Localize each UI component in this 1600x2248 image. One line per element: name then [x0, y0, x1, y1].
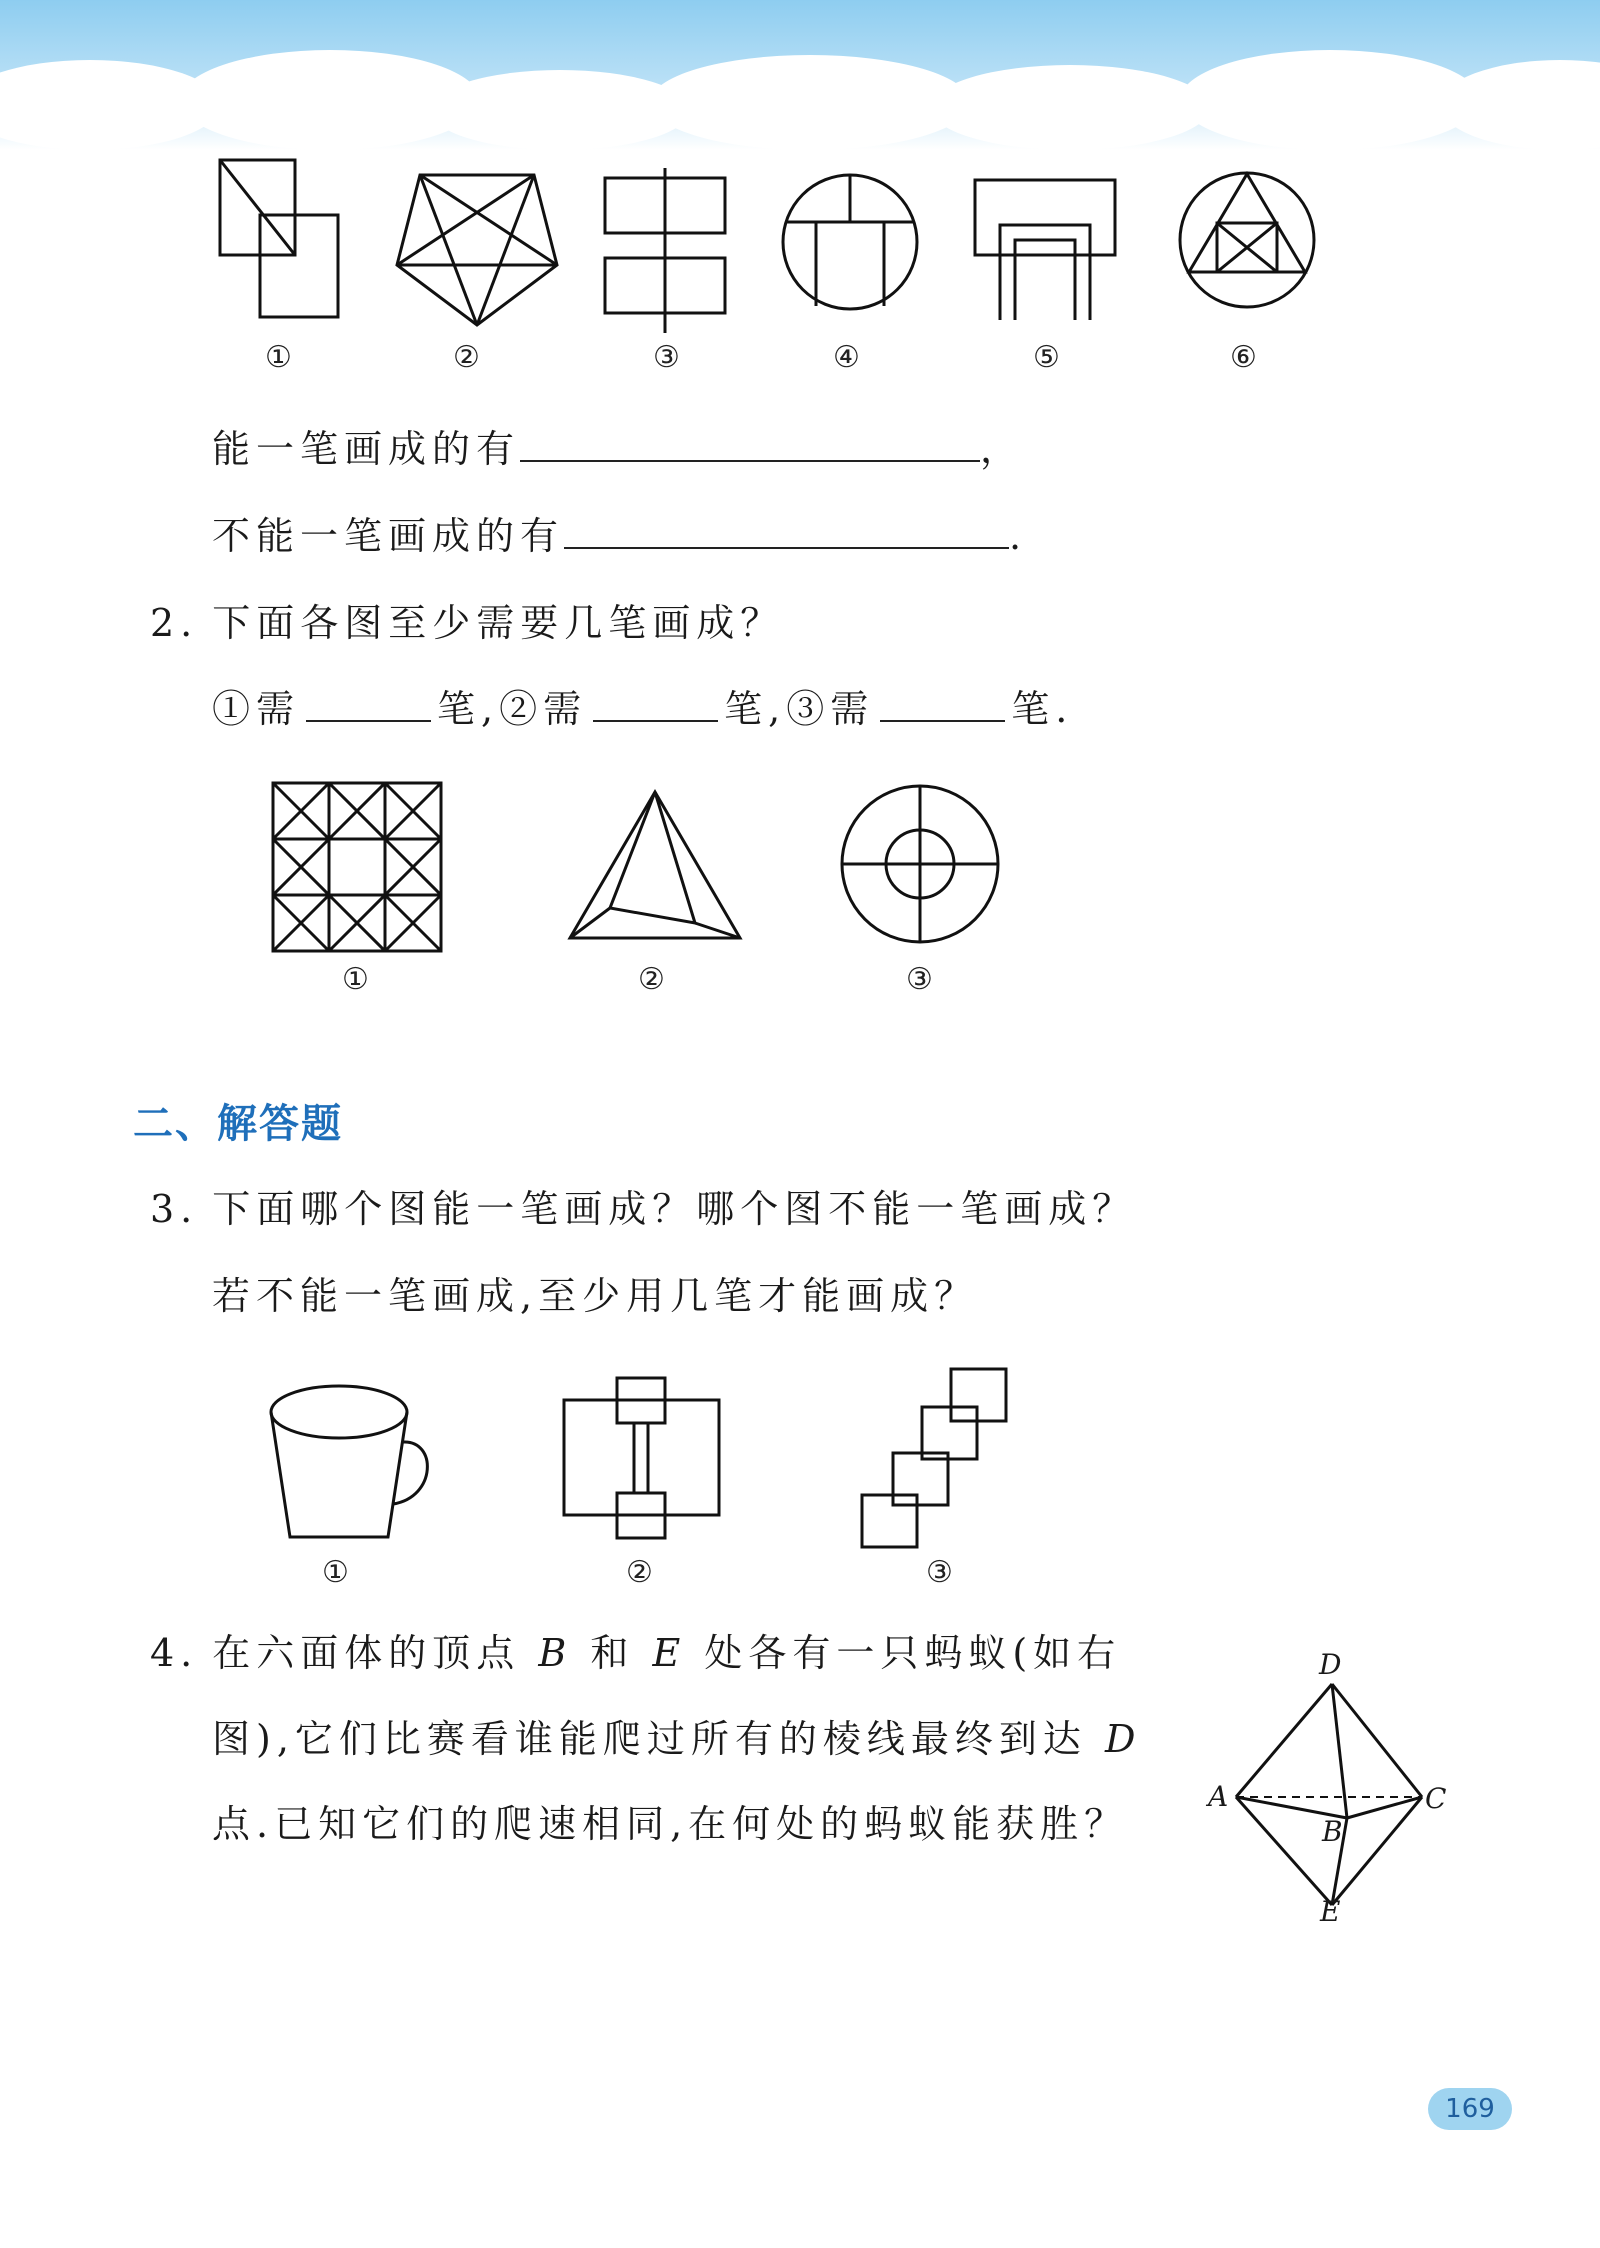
q4-text: 和	[590, 1631, 635, 1675]
figure-grid-square-diagonals	[270, 780, 445, 955]
figure-label: ①	[265, 340, 292, 375]
q2-answer-label-1: ①需	[212, 687, 301, 731]
question-number: 3.	[150, 1187, 199, 1231]
figure-rect-with-small-squares	[560, 1375, 725, 1555]
q2-answer-label-3: 笔,③需	[724, 687, 875, 731]
punctuation: .	[1009, 514, 1028, 558]
q4-text: 处各有一只蚂蚁(如右	[704, 1631, 1122, 1675]
figure-label: ③	[906, 962, 933, 997]
answer-blank-1[interactable]	[306, 690, 431, 722]
figure-circle-with-arch	[778, 170, 923, 315]
q3-line2: 若不能一笔画成,至少用几笔才能画成？	[212, 1274, 979, 1318]
section-title: 二、解答题	[133, 1101, 343, 1147]
figure-pentagon-star	[392, 170, 562, 330]
figure-label: ③	[653, 340, 680, 375]
cloud-decoration	[1180, 50, 1480, 150]
q1-prompt-cannot: 不能一笔画成的有	[212, 514, 565, 558]
figure-stacked-rectangles	[600, 168, 730, 338]
q4-text: 图),它们比赛看谁能爬过所有的棱线最终到达	[212, 1717, 1087, 1761]
figure-frame-and-arch	[970, 175, 1120, 325]
vertex-variable-d: D	[1105, 1717, 1142, 1761]
q2-text: 下面各图至少需要几笔画成？	[212, 601, 785, 645]
figure-hexahedron	[1232, 1680, 1432, 1915]
q4-line2	[212, 1708, 1141, 1763]
cloud-decoration	[650, 55, 970, 150]
question-number: 2.	[150, 601, 199, 645]
figure-circle-triangle-square	[1175, 168, 1320, 313]
figure-label: ④	[833, 340, 860, 375]
vertex-label-b: B	[1322, 1815, 1343, 1848]
figure-cup	[265, 1382, 435, 1547]
figure-staircase-squares	[858, 1365, 1013, 1555]
answer-blank-can[interactable]	[520, 430, 980, 462]
figure-label: ③	[926, 1555, 953, 1590]
q1-line-cannot-draw	[212, 505, 1027, 560]
figure-triangle-inner-triangle	[565, 788, 745, 943]
answer-blank-cannot[interactable]	[564, 517, 1009, 549]
q4-line1	[150, 1622, 1121, 1677]
figure-label: ②	[638, 962, 665, 997]
answer-blank-3[interactable]	[880, 690, 1005, 722]
q2-answer-label-2: 笔,②需	[437, 687, 588, 731]
q4-text: 在六面体的顶点	[212, 1631, 521, 1675]
vertex-variable-e: E	[652, 1631, 687, 1675]
figure-label: ⑥	[1230, 340, 1257, 375]
figure-ring-with-cross	[838, 782, 1003, 947]
vertex-variable-b: B	[538, 1631, 573, 1675]
q3-line1: 下面哪个图能一笔画成？哪个图不能一笔画成？	[212, 1187, 1137, 1231]
figure-label: ①	[342, 962, 369, 997]
figure-label: ⑤	[1033, 340, 1060, 375]
figure-label: ①	[322, 1555, 349, 1590]
vertex-label-a: A	[1208, 1780, 1229, 1813]
punctuation: ，	[980, 427, 1025, 471]
cloud-decoration	[430, 70, 690, 150]
q2-question	[150, 592, 784, 647]
vertex-label-e: E	[1320, 1895, 1341, 1928]
figure-label: ②	[626, 1555, 653, 1590]
q2-answer-label-4: 笔.	[1011, 687, 1074, 731]
page-number: 169	[1428, 2088, 1512, 2130]
answer-blank-2[interactable]	[593, 690, 718, 722]
q3-question	[150, 1178, 1136, 1233]
figure-overlapping-rectangles	[215, 155, 345, 325]
cloud-decoration	[930, 65, 1210, 150]
q2-answers	[212, 678, 1073, 733]
vertex-label-c: C	[1425, 1782, 1447, 1815]
vertex-label-d: D	[1319, 1648, 1342, 1681]
question-number: 4.	[150, 1631, 199, 1675]
figure-label: ②	[453, 340, 480, 375]
q1-prompt-can: 能一笔画成的有	[212, 427, 521, 471]
q4-line3: 点.已知它们的爬速相同,在何处的蚂蚁能获胜？	[212, 1802, 1129, 1846]
q1-line-can-draw	[212, 418, 1024, 473]
